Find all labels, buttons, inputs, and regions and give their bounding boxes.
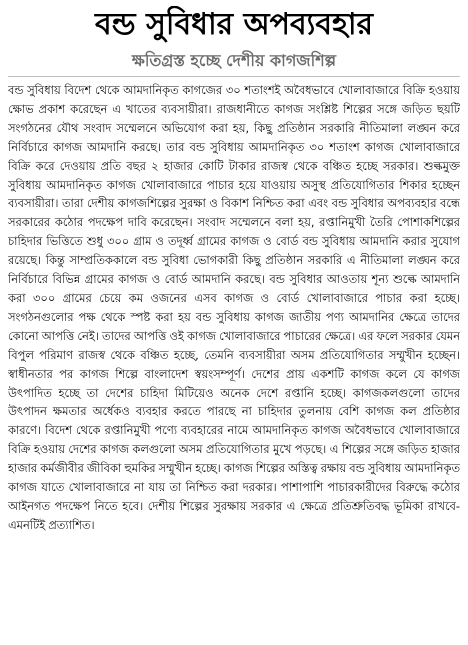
article-body: বন্ড সুবিধায় বিদেশ থেকে আমদানিকৃত কাগজের ৩০ শতাংশই অবৈধভাবে খোলাবাজারে বিক্রি হওয়ায় ক্ষোভ প্রকাশ করেছেন এ খাতের ব্যবসায়ীরা। রাজধানীতে কাগজ সংশ্লিষ্ট শিল্পের সঙ্গে জড়িত ছয়টি সংগঠনের যৌথ সংবাদ সম্মেলনে অভিযোগ করা হয়, কিছু প্রতিষ্ঠান সরকারি নীতিমালা লঙ্ঘন করে নির্বিচারে কাগজ আমদানি করছে। তার বন্ড সুবিধায় আমদানিকৃত ৩০ শতাংশ কাগজ খোলাবাজারে বিক্রি করে দেওয়ায় প্রতি বছর ২ হাজার কোটি টাকার রাজস্ব থেকে বঞ্চিত হচ্ছে সরকার। শুল্কমুক্ত সুবিধায় আমদানিকৃত কাগজ খোলাবাজারে পাচার হয়ে যাওয়ায় অসুস্থ প্রতিযোগিতার শিকার হচ্ছেন ব্যবসায়ীরা। তারা দেশীয় কাগজশিল্পের সুরক্ষা ও বিকাশ নিশ্চিত করা এবং বন্ড সুবিধার অপব্যবহার বন্ধে সরকারের কঠোর পদক্ষেপ দাবি করেছেন। সংবাদ সম্মেলনে বলা হয়, রপ্তানিমুখী তৈরি পোশাকশিল্পের চাহিদার ভিত্তিতে শুধু ৩০০ গ্রাম ও তদূর্ধ্ব গ্রামের কাগজ ও বোর্ড বন্ড সুবিধায় আমদানি করার সুযোগ রয়েছে। কিন্তু সাম্প্রতিককালে বন্ড সুবিধা ভোগকারী কিছু প্রতিষ্ঠান সরকারি এ নীতিমালা লঙ্ঘন করে নির্বিচারে বিভিন্ন গ্রামের কাগজ ও বোর্ড আমদানি করছে। বন্ড সুবিধার আওতায় শূন্য শুল্কে আমদানি করা ৩০০ গ্রামের চেয়ে কম ওজনের এসব কাগজ ও বোর্ড খোলাবাজারে পাচার করা হচ্ছে। সংগঠনগুলোর পক্ষ থেকে স্পষ্ট করা হয় বন্ড সুবিধায় কাগজ জাতীয় পণ্য আমদানির ক্ষেত্রে তাদের কোনো আপত্তি নেই। তাদের আপত্তি ওই কাগজ খোলাবাজারে পাচারের ক্ষেত্রে। এর ফলে সরকার যেমন বিপুল পরিমাণ রাজস্ব থেকে বঞ্চিত হচ্ছে, তেমনি ব্যবসায়ীরা অসম প্রতিযোগিতার সম্মুখীন হচ্ছেন। স্বাধীনতার পর কাগজ শিল্পে বাংলাদেশ স্বয়ংসম্পূর্ণ। দেশের প্রায় একশটি কাগজ কলে যে কাগজ উৎপাদিত হচ্ছে তা দেশের চাহিদা মিটিয়েও অনেক দেশে রপ্তানি হচ্ছে। কাগজকলগুলো তাদের উৎপাদন ক্ষমতার অর্ধেকও ব্যবহার করতে পারছে না চাহিদার তুলনায় বেশি কাগজ কল প্রতিষ্ঠার কারণে। বিদেশ থেকে রপ্তানিমুখী পণ্যে ব্যবহারের নামে আমদানিকৃত কাগজ অবৈধভাবে খোলাবাজারে বিক্রি হওয়ায় দেশের কাগজ কলগুলো অসম প্রতিযোগিতার মুখে পড়ছে। এ শিল্পের সঙ্গে জড়িত হাজার হাজার কর্মজীবীর জীবিকা হুমকির সম্মুখীন হচ্ছে। কাগজ শিল্পের অস্তিত্ব রক্ষায় বন্ড সুবিধায় আমদানিকৃত কাগজ যাতে খোলাবাজারে না যায় তা নিশ্চিত করা দরকার। পাশাপাশি পাচারকারীদের বিরুদ্ধে কঠোর আইনগত পদক্ষেপ নিতে হবে। দেশীয় শিল্পের সুরক্ষায় সরকার এ ক্ষেত্রে প্রতিশ্রুতিবদ্ধ ভূমিকা রাখবে-এমনটিই প্রত্যাশিত। xyxy=(8,83,460,532)
article-headline: বন্ড সুবিধার অপব্যবহার xyxy=(94,7,374,42)
article-subheadline: ক্ষতিগ্রস্ত হচ্ছে দেশীয় কাগজশিল্প xyxy=(131,51,337,70)
newspaper-clipping xyxy=(8,6,460,639)
headline-divider xyxy=(8,76,460,77)
